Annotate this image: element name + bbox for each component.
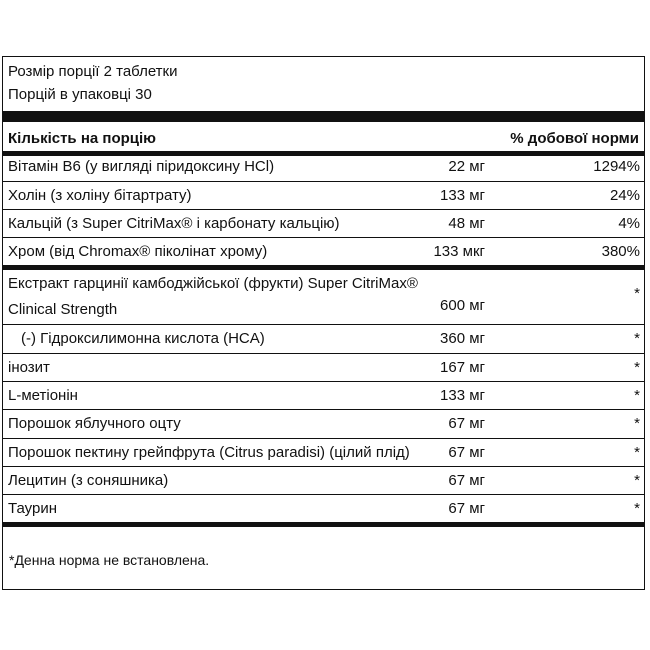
nutrient-name-line1: Екстракт гарцинії камбоджійської (фрукти) Super CitriMax® bbox=[8, 275, 418, 292]
row-divider bbox=[3, 181, 644, 182]
nutrient-name: Кальцій (з Super CitriMax® і карбонату кальцію) bbox=[8, 215, 340, 232]
row-divider bbox=[3, 409, 644, 410]
nutrient-amount: 22 мг bbox=[448, 158, 485, 175]
section-divider bbox=[3, 265, 644, 270]
nutrient-dv: 4% bbox=[618, 215, 640, 232]
row-divider bbox=[3, 438, 644, 439]
nutrient-dv: * bbox=[634, 387, 640, 404]
nutrient-dv: * bbox=[634, 444, 640, 461]
nutrient-amount: 133 мг bbox=[440, 387, 485, 404]
nutrient-name: Таурин bbox=[8, 500, 57, 517]
nutrient-amount: 67 мг bbox=[448, 472, 485, 489]
serving-size: Розмір порції 2 таблетки bbox=[8, 63, 178, 80]
row-divider bbox=[3, 466, 644, 467]
nutrient-amount: 133 мг bbox=[440, 187, 485, 204]
nutrient-dv: 380% bbox=[601, 243, 640, 260]
nutrient-name: інозит bbox=[8, 359, 50, 376]
bottom-divider bbox=[3, 522, 644, 527]
top-thick-divider bbox=[3, 111, 644, 122]
nutrient-name: (-) Гідроксилимонна кислота (HCA) bbox=[21, 330, 265, 347]
nutrient-name-line2: Clinical Strength bbox=[8, 301, 118, 318]
nutrient-dv: * bbox=[634, 359, 640, 376]
nutrient-name: L-метіонін bbox=[8, 387, 78, 404]
header-divider bbox=[3, 151, 644, 156]
nutrient-amount: 133 мкг bbox=[433, 243, 485, 260]
row-divider bbox=[3, 209, 644, 210]
nutrient-dv: * bbox=[634, 500, 640, 517]
nutrient-dv: 1294% bbox=[593, 158, 640, 175]
nutrient-dv: * bbox=[634, 472, 640, 489]
nutrient-name: Холін (з холіну бітартрату) bbox=[8, 187, 192, 204]
row-divider bbox=[3, 494, 644, 495]
nutrient-amount: 167 мг bbox=[440, 359, 485, 376]
row-divider bbox=[3, 237, 644, 238]
nutrient-amount: 48 мг bbox=[448, 215, 485, 232]
nutrient-name: Порошок пектину грейпфрута (Citrus paradisi) (цілий плід) bbox=[8, 444, 410, 461]
amount-per-serving-label: Кількість на порцію bbox=[8, 130, 156, 147]
servings-per-container: Порцій в упаковці 30 bbox=[8, 86, 152, 103]
nutrient-name: Порошок яблучного оцту bbox=[8, 415, 181, 432]
nutrient-name: Лецитин (з соняшника) bbox=[8, 472, 169, 489]
nutrient-dv: * bbox=[634, 415, 640, 432]
row-divider bbox=[3, 353, 644, 354]
nutrient-name: Хром (від Chromax® піколінат хрому) bbox=[8, 243, 268, 260]
column-header bbox=[8, 130, 639, 152]
daily-value-label: % добової норми bbox=[510, 130, 639, 147]
nutrient-dv: * bbox=[634, 285, 640, 302]
nutrient-amount: 67 мг bbox=[448, 444, 485, 461]
nutrient-name: Вітамін В6 (у вигляді піридоксину HCl) bbox=[8, 158, 275, 175]
supplement-facts-panel bbox=[2, 56, 645, 590]
nutrient-amount: 67 мг bbox=[448, 415, 485, 432]
nutrient-dv: * bbox=[634, 330, 640, 347]
nutrient-dv: 24% bbox=[609, 187, 640, 204]
nutrient-row bbox=[3, 275, 644, 321]
row-divider bbox=[3, 381, 644, 382]
nutrient-amount: 67 мг bbox=[448, 500, 485, 517]
row-divider bbox=[3, 324, 644, 325]
nutrient-amount: 360 мг bbox=[440, 330, 485, 347]
footnote: *Денна норма не встановлена. bbox=[9, 552, 210, 568]
nutrient-amount: 600 мг bbox=[440, 297, 485, 314]
